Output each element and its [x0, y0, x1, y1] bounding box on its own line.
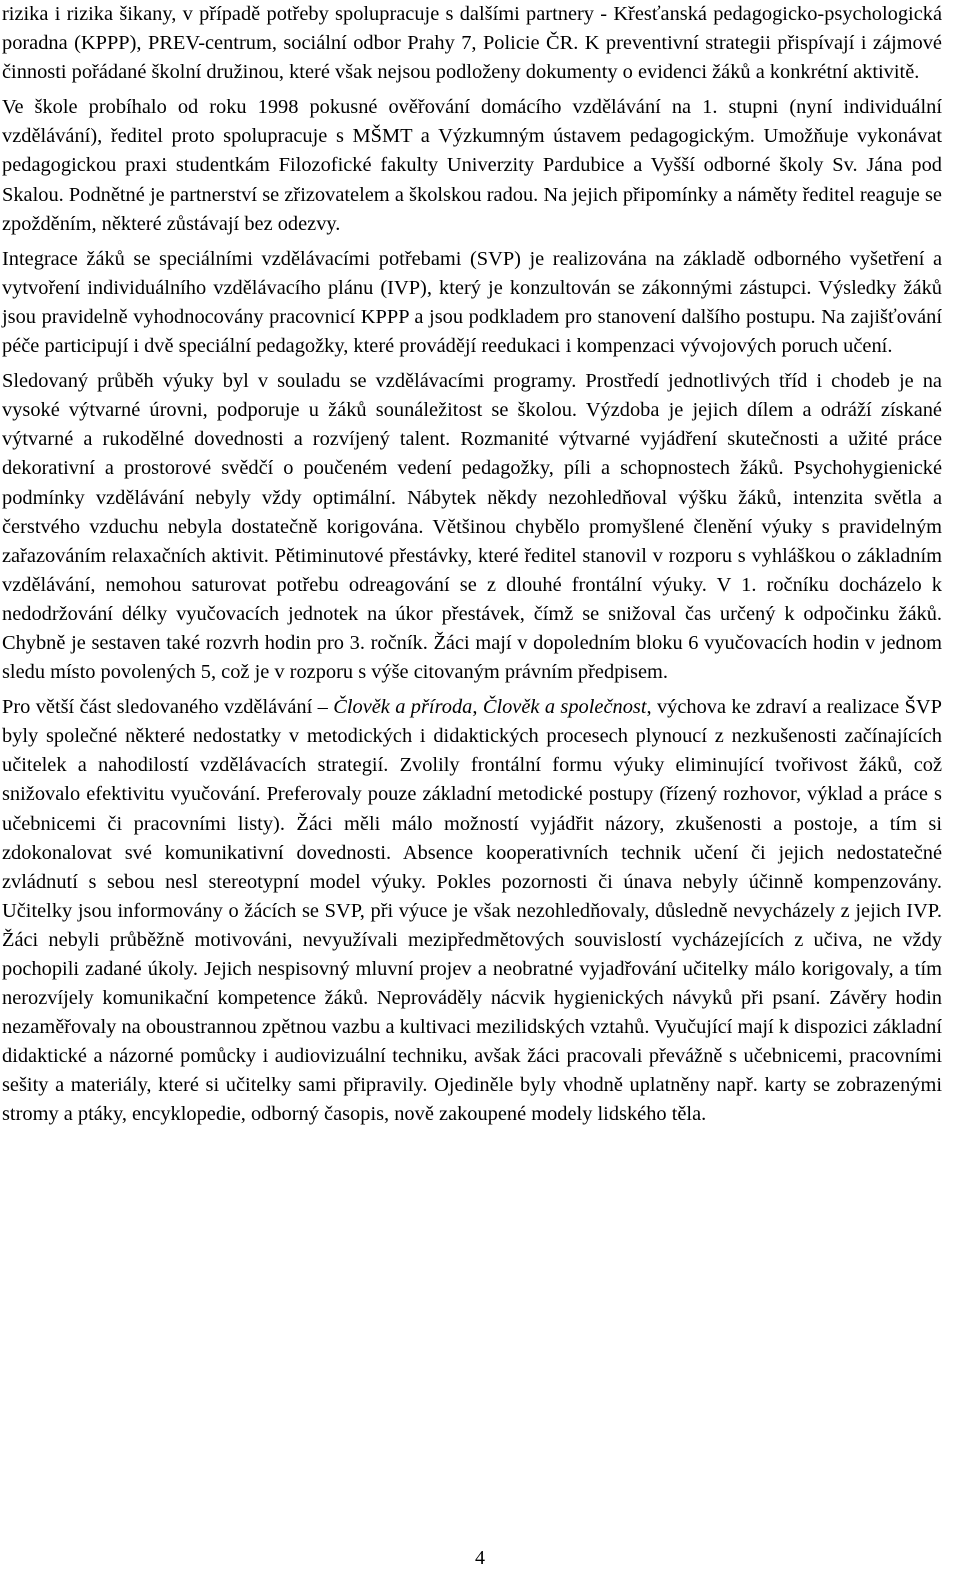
emphasis-clovek-a-spolecnost: Člověk a společnost — [482, 696, 647, 719]
paragraph-school-prevention: rizika i rizika šikany, v případě potřeby spolupracuje s dalšími partnery - Křesťanská pedagogicko-psychologická poradna (KPPP), PREV-centrum, sociální odbor Prahy 7, Policie ČR. K preventivní strategii přispívají i zájmové činnosti pořádané školní družinou, které však nejsou podloženy dokumenty o evidenci žáků a konkrétní aktivitě. — [2, 3, 942, 84]
paragraph-education-deficiencies — [2, 693, 942, 1129]
paragraph-continuation-text: , výchova ke zdraví a realizace ŠVP byly společné některé nedostatky v metodických i didaktických procesech plynoucí z nezkušenosti začínajících učitelek a nahodilostí vzdělávacích strategií. Zvolily frontální formu výuky eliminující tvořivost žáků, což snižovalo efektivitu vyučování. Preferovaly pouze základní metodické postupy (řízený rozhovor, výklad a práce s učebnicemi či pracovními listy). Žáci měli málo možností vyjádřit názory, zkušenosti a postoje, a tím si zdokonalovat své komunikativní dovednosti. Absence kooperativních technik učení či jejich nedostatečné zvládnutí s sebou nesl stereotypní model výuky. Pokles pozornosti či únava nebyly účinně kompenzovány. Učitelky jsou informovány o žácích se SVP, při výuce je však nezohledňovaly, důsledně nevycházely z jejich IVP. Žáci nebyli průběžně motivováni, nevyužívali mezipředmětových souvislostí vycházejících z učiva, ne vždy pochopili zadané úkoly. Jejich nespisovný mluvní projev a neobratné vyjadřování učitelky málo korigovaly, a tím nerozvíjely komunikační kompetence žáků. Neprováděly nácvik hygienických návyků při psaní. Závěry hodin nezaměřovaly na oboustrannou zpětnou vazbu a kultivaci mezilidských vztahů. Vyučující mají k dispozici základní didaktické a názorné pomůcky i audiovizuální techniku, avšak žáci pracovali převážně s učebnicemi, pracovními sešity a materiály, které si učitelky sami připravily. Ojediněle byly vhodně uplatněny např. karty se zobrazenými stromy a ptáky, encyklopedie, odborný časopis, nově zakoupené modely lidského těla. — [2, 696, 943, 1126]
paragraph-course-of-teaching: Sledovaný průběh výuky byl v souladu se vzdělávacími programy. Prostředí jednotlivých tříd i chodeb je na vysoké výtvarné úrovni, podporuje u žáků sounáležitost se školou. Výzdoba je jejich dílem a odráží získané výtvarné a rukodělné dovednosti a rozvíjený talent. Rozmanité výtvarné vyjádření skutečnosti a užité práce dekorativní a prostorové svědčí o poučeném vedení pedagožky, píli a schopnostech žáků. Psychohygienické podmínky vzdělávání nebyly vždy optimální. Nábytek někdy nezohledňoval výšku žáků, intenzita světla a čerstvého vzduchu nebyla dostatečně korigována. Většinou chybělo promyšlené členění výuky s pravidelným zařazováním relaxačních aktivit. Pětiminutové přestávky, které ředitel stanovil v rozporu s vyhláškou o základním vzdělávání, nemohou saturovat potřebu odreagování se z dlouhé frontální výuky. V 1. ročníku docházelo k nedodržování délky vyučovacích jednotek na úkor přestávek, čímž se snižoval čas určený k odpočinku žáků. Chybně je sestaven také rozvrh hodin pro 3. ročník. Žáci mají v dopoledním bloku 6 vyučovacích hodin v jednom sledu místo povolených 5, což je v rozporu s výše citovaným právním předpisem. — [2, 370, 942, 684]
page-number: 4 — [475, 1547, 485, 1569]
body-text — [2, 0, 942, 1136]
paragraph-integration-svp: Integrace žáků se speciálními vzdělávacími potřebami (SVP) je realizována na základě odborného vyšetření a vytvoření individuálního vzdělávacího plánu (IVP), který je konzultován se zákonnými zástupci. Výsledky žáků jsou pravidelně vyhodnocovány pracovnicí KPPP a jsou podkladem pro stanovení dalšího postupu. Na zajišťování péče participují i dvě speciální pedagožky, které provádějí reedukaci i kompenzaci vývojových poruch učení. — [2, 247, 942, 358]
separator-text: , — [472, 696, 483, 719]
paragraph-lead-text: Pro větší část sledovaného vzdělávání – — [2, 696, 334, 719]
emphasis-clovek-a-priroda: Člověk a příroda — [333, 696, 473, 719]
paragraph-home-education: Ve škole probíhalo od roku 1998 pokusné ověřování domácího vzdělávání na 1. stupni (nyní individuální vzdělávání), ředitel proto spolupracuje s MŠMT a Výzkumným ústavem pedagogickým. Umožňuje vykonávat pedagogickou praxi studentkám Filozofické fakulty Univerzity Pardubice a Vyšší odborné školy Sv. Jána pod Skalou. Podnětné je partnerství se zřizovatelem a školskou radou. Na jejich připomínky a náměty ředitel reaguje se zpožděním, některé zůstávají bez odezvy. — [2, 96, 942, 235]
